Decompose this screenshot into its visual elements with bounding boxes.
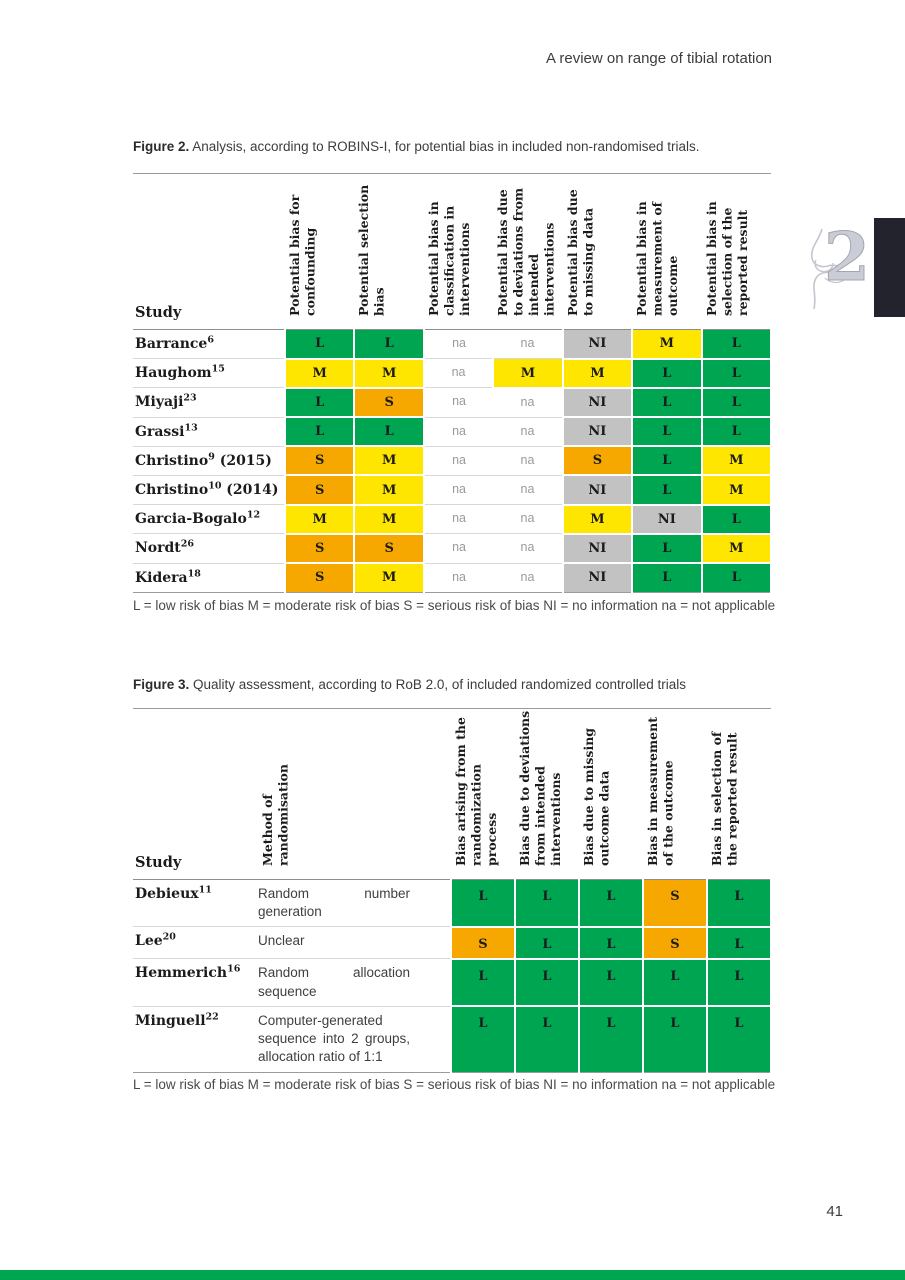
risk-cell-L: L [632,563,701,592]
risk-cell-S: S [563,446,632,475]
table-row [133,359,771,388]
risk-cell-L: L [515,1006,579,1072]
table-row [133,388,771,417]
study-name [133,417,285,446]
randomisation-method-text: Unclear [258,933,305,949]
risk-cell-L: L [285,330,354,359]
risk-cell-na: na [424,388,493,417]
study-name [133,959,258,1006]
risk-cell-L: L [515,959,579,1006]
risk-cell-L: L [354,330,423,359]
risk-cell-S: S [285,446,354,475]
risk-cell-na: na [493,446,562,475]
risk-cell-na: na [493,388,562,417]
risk-cell-NI: NI [563,475,632,504]
risk-cell-L: L [702,417,771,446]
study-name-text: Hemmerich [135,965,228,982]
risk-cell-M: M [354,563,423,592]
page-number: 41 [826,1203,843,1220]
robins-table-body [133,330,771,593]
bias-column-header-label: Potential bias in selection of the reported result [703,201,750,316]
randomisation-method-text: Random number generation [258,886,410,920]
risk-cell-na: na [493,505,562,534]
risk-cell-L: L [643,1006,707,1072]
risk-cell-L: L [451,959,515,1006]
risk-cell-S: S [285,563,354,592]
study-name-text: Haughom [135,365,212,382]
study-name-text: Debieux [135,886,199,902]
risk-cell-na: na [493,475,562,504]
figure2-caption [133,139,788,154]
study-name-suffix: (2014) [221,481,279,498]
reference-superscript: 22 [205,1011,219,1023]
study-name [133,388,285,417]
table-row [133,417,771,446]
study-name [133,534,285,563]
risk-cell-na: na [424,359,493,388]
randomisation-method [258,927,451,959]
table-row [133,959,771,1006]
risk-cell-L: L [285,388,354,417]
randomisation-method-text: Random allocation sequence [258,965,410,999]
risk-cell-NI: NI [563,388,632,417]
bias-column-header [424,174,493,330]
bias-column-header-label: Bias arising from the randomization process [453,717,499,866]
bias-column-header-label: Potential bias in measurement of outcome [634,201,681,316]
figure2-caption-text: Analysis, according to ROBINS-I, for potential bias in included non-randomised trials. [189,139,700,154]
figure3-caption [133,677,788,692]
bias-column-header [707,709,771,880]
risk-cell-S: S [643,880,707,927]
table-row [133,563,771,592]
figure2-legend: L = low risk of bias M = moderate risk of bias S = serious risk of bias NI = no information na = not applicable [133,598,776,613]
risk-cell-L: L [354,417,423,446]
method-column-header [258,709,451,880]
risk-cell-M: M [563,505,632,534]
risk-cell-M: M [354,475,423,504]
rob2-table-body [133,880,771,1073]
bias-column-header [702,174,771,330]
risk-cell-na: na [424,417,493,446]
risk-cell-L: L [451,880,515,927]
risk-cell-M: M [632,330,701,359]
risk-cell-NI: NI [563,534,632,563]
risk-cell-NI: NI [563,330,632,359]
risk-cell-L: L [702,563,771,592]
risk-cell-L: L [702,359,771,388]
study-column-header: Study [133,709,258,880]
bias-column-header [451,709,515,880]
risk-cell-M: M [563,359,632,388]
randomisation-method-text: Computer-generated sequence into 2 groups, allocation ratio of 1:1 [258,1012,410,1065]
risk-cell-L: L [643,959,707,1006]
table-row [133,880,771,927]
risk-cell-M: M [285,359,354,388]
risk-cell-L: L [707,1006,771,1072]
risk-cell-na: na [424,505,493,534]
reference-superscript: 16 [227,963,241,975]
figure2-caption-label: Figure 2. [133,139,190,154]
reference-superscript: 12 [246,509,261,521]
risk-cell-L: L [579,880,643,927]
bias-column-header-label: Potential bias due to deviations from intended interventions [495,187,557,316]
risk-cell-S: S [451,927,515,959]
risk-cell-na: na [493,534,562,563]
risk-cell-L: L [632,446,701,475]
study-name-suffix: (2015) [214,452,272,469]
study-name [133,880,258,927]
bias-column-header [563,174,632,330]
risk-cell-NI: NI [563,563,632,592]
randomisation-method [258,959,451,1006]
risk-cell-L: L [632,388,701,417]
risk-cell-L: L [515,927,579,959]
study-name [133,505,285,534]
chapter-number: 2 [824,218,870,296]
study-name-text: Christino [135,481,209,498]
figure3-caption-label: Figure 3. [133,677,190,692]
bias-column-header-label: Bias in selection of the reported result [709,731,740,866]
rob2-table [133,708,772,1073]
risk-cell-M: M [285,505,354,534]
figure3-caption-text: Quality assessment, according to RoB 2.0, of included randomized controlled trials [189,677,687,692]
method-column-header-label: Method of randomisation [260,764,291,866]
risk-cell-M: M [702,534,771,563]
reference-superscript: 13 [184,421,198,433]
risk-cell-M: M [354,359,423,388]
risk-cell-na: na [493,417,562,446]
study-name-text: Christino [135,452,209,469]
reference-superscript: 10 [208,480,222,492]
risk-cell-L: L [285,417,354,446]
risk-cell-M: M [354,505,423,534]
table-row [133,330,771,359]
risk-cell-L: L [702,330,771,359]
reference-superscript: 15 [211,363,225,375]
bias-column-header-label: Bias due to deviations from intended interventions [517,710,563,866]
study-name [133,330,285,359]
randomisation-method [258,880,451,927]
risk-cell-L: L [632,534,701,563]
bias-column-header [579,709,643,880]
risk-cell-L: L [632,359,701,388]
risk-cell-na: na [493,563,562,592]
risk-cell-L: L [632,475,701,504]
study-name [133,927,258,959]
study-name [133,446,285,475]
risk-cell-na: na [424,534,493,563]
table-row [133,1006,771,1072]
bias-column-header [515,709,579,880]
reference-superscript: 23 [183,392,197,404]
risk-cell-S: S [285,475,354,504]
study-name [133,1006,258,1072]
study-name [133,563,285,592]
running-head: A review on range of tibial rotation [546,50,772,67]
risk-cell-L: L [451,1006,515,1072]
bias-column-header [493,174,562,330]
footer-accent-bar [0,1270,905,1280]
table-row [133,505,771,534]
risk-cell-S: S [285,534,354,563]
table-row [133,534,771,563]
reference-superscript: 18 [187,567,201,579]
risk-cell-L: L [702,388,771,417]
table-row [133,927,771,959]
risk-cell-na: na [424,446,493,475]
risk-cell-M: M [702,475,771,504]
reference-superscript: 11 [198,884,212,896]
risk-cell-NI: NI [632,505,701,534]
study-name-text: Kidera [135,569,188,586]
reference-superscript: 26 [180,538,195,550]
table-row [133,446,771,475]
risk-cell-L: L [515,880,579,927]
risk-cell-M: M [354,446,423,475]
risk-cell-S: S [643,927,707,959]
risk-cell-M: M [493,359,562,388]
study-name-text: Grassi [135,423,185,440]
study-name-text: Garcia-Bogalo [135,511,247,528]
bias-column-header-label: Bias due to missing outcome data [581,727,612,866]
study-name-text: Barrance [135,336,208,352]
bias-column-header [632,174,701,330]
reference-superscript: 20 [162,931,176,943]
bias-column-header-label: Potential bias due to missing data [564,189,596,316]
risk-cell-NI: NI [563,417,632,446]
risk-cell-S: S [354,534,423,563]
risk-cell-na: na [493,330,562,359]
study-name-text: Nordt [135,540,181,557]
risk-cell-L: L [579,1006,643,1072]
study-name [133,359,285,388]
risk-cell-na: na [424,475,493,504]
risk-cell-L: L [707,880,771,927]
risk-cell-L: L [579,927,643,959]
bias-column-header-label: Potential bias in classification in interventions [425,201,472,316]
bias-column-header-label: Bias in measurement of the outcome [645,717,676,866]
risk-cell-L: L [632,417,701,446]
chapter-tab [874,218,905,317]
risk-cell-S: S [354,388,423,417]
risk-cell-L: L [702,505,771,534]
reference-superscript: 6 [207,334,214,346]
rob2-header-row [133,709,771,880]
risk-cell-na: na [424,563,493,592]
risk-cell-L: L [579,959,643,1006]
robins-header-row [133,174,771,330]
bias-column-header-label: Potential selection bias [356,184,387,316]
study-column-header: Study [133,174,285,330]
study-name-text: Miyaji [135,394,184,411]
bias-column-header [285,174,354,330]
bias-column-header [354,174,423,330]
randomisation-method [258,1006,451,1072]
risk-cell-na: na [424,330,493,359]
table-row [133,475,771,504]
reference-superscript: 9 [208,451,215,463]
study-name-text: Minguell [135,1012,206,1029]
figure3-legend: L = low risk of bias M = moderate risk of bias S = serious risk of bias NI = no information na = not applicable [133,1077,776,1092]
bias-column-header [643,709,707,880]
risk-cell-M: M [702,446,771,475]
risk-cell-L: L [707,927,771,959]
risk-cell-L: L [707,959,771,1006]
study-name [133,475,285,504]
robins-i-table [133,173,772,593]
bias-column-header-label: Potential bias for confounding [287,194,318,316]
study-name-text: Lee [135,933,163,950]
